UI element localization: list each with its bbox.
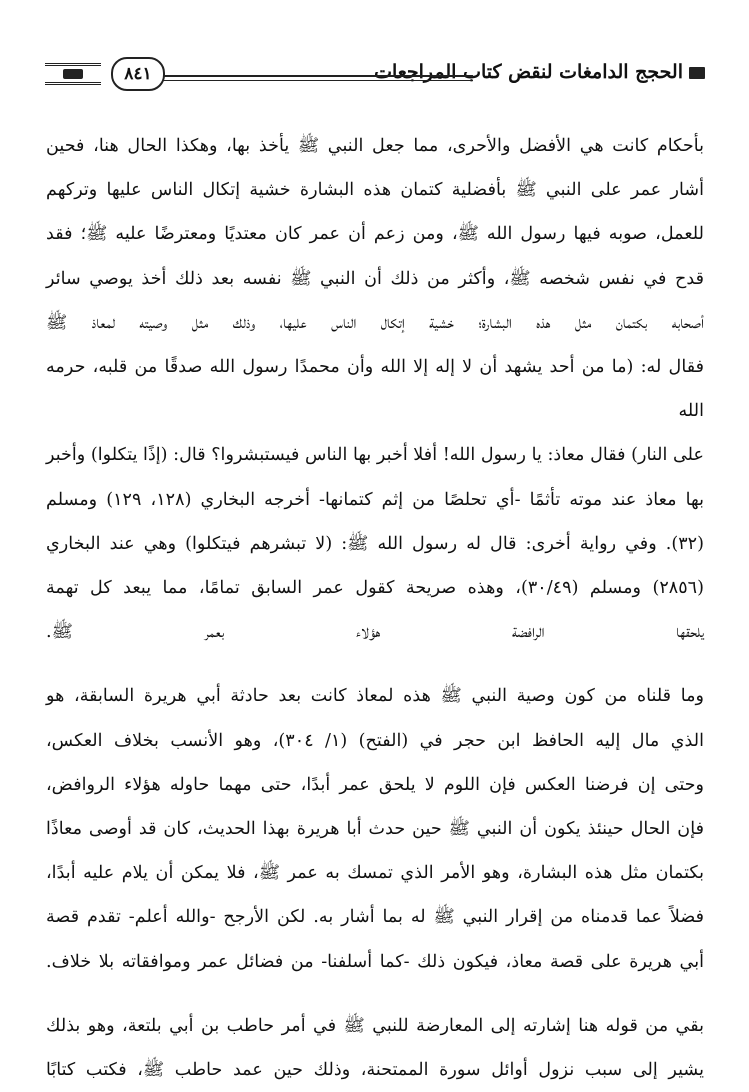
- page-header: [45, 55, 705, 95]
- text-line: فقال له: (ما من أحد يشهد أن لا إله إلا الله وأن محمدًا رسول الله صدقًا من قلبه، حرمه الله: [46, 357, 704, 422]
- header-ornament-icon: [689, 67, 705, 79]
- header-end-ornament-icon: [45, 63, 101, 85]
- header-rule: [163, 75, 473, 77]
- text-line: يشير إلى سبب نزول أوائل سورة الممتحنة، وذلك حين عمد حاطب ﷺ، فكتب كتابًا: [46, 1060, 704, 1081]
- running-title-text: الحجج الدامغات لنقض كتاب المراجعات: [374, 61, 683, 83]
- paragraph-1: [46, 124, 704, 654]
- paragraph-3: [46, 1004, 704, 1092]
- text-line: بكتمان مثل هذه البشارة، وهو الأمر الذي تمسك به عمر ﷺ، فلا يمكن أن يلام عليه أبدًا،: [46, 863, 704, 884]
- text-line: وما قلناه من كون وصية النبي ﷺ هذه لمعاذ كانت بعد حادثة أبي هريرة السابقة، هو: [46, 686, 704, 707]
- text-line: بقي من قوله هنا إشارته إلى المعارضة للنبي ﷺ في أمر حاطب بن أبي بلتعة، وهو بذلك: [46, 1015, 704, 1036]
- text-line: وحتى إن فرضنا العكس فإن اللوم لا يلحق عمر أبدًا، حتى مهما حاوله هؤلاء الروافض،: [46, 774, 704, 795]
- text-line: أشار عمر على النبي ﷺ بأفضلية كتمان هذه البشارة خشية إتكال الناس عليها وتركهم: [46, 180, 704, 201]
- text-line: فضلاً عما قدمناه من إقرار النبي ﷺ له بما أشار به. لكن الأرجح -والله أعلم- تقدم قصة: [46, 907, 704, 928]
- body-text: [46, 124, 704, 1092]
- text-line: أصحابه بكتمان مثل هذه البشارة؛ خشية إتكال الناس عليها، وذلك مثل وصيته لمعاذ ﷺ: [46, 312, 704, 333]
- paragraph-2: [46, 674, 704, 983]
- text-line: يلحقها الرافضة هؤلاء بعمر ﷺ.: [46, 622, 704, 643]
- text-line: بها معاذ عند موته تأثمًا -أي تحلصًا من إثم كتمانها- أخرجه البخاري (١٢٨، ١٢٩) ومسلم: [46, 489, 704, 510]
- text-line: فإن الحال حينئذ يكون أن النبي ﷺ حين حدث أبا هريرة بهذا الحديث، كان قد أوصى معاذًا: [46, 819, 704, 840]
- text-line: الذي مال إليه الحافظ ابن حجر في (الفتح) (١/ ٣٠٤)، وهو الأنسب بخلاف العكس،: [46, 730, 704, 751]
- text-line: على النار) فقال معاذ: يا رسول الله! أفلا أخبر بها الناس فيستبشروا؟ قال: (إذًا يتكلوا) وأخبر: [46, 445, 704, 466]
- text-line: (٢٨٥٦) ومسلم (٣٠/٤٩)، وهذه صريحة كقول عمر السابق تمامًا، مما يبعد كل تهمة: [46, 578, 705, 599]
- text-line: (٣٢). وفي رواية أخرى: قال له رسول الله ﷺ: (لا تبشرهم فيتكلوا) وهي عند البخاري: [46, 533, 704, 554]
- page-number: ٨٤١: [111, 57, 165, 91]
- text-line: بأحكام كانت هي الأفضل والأحرى، مما جعل النبي ﷺ يأخذ بها، وهكذا الحال هنا، فحين: [46, 136, 704, 156]
- text-line: أبي هريرة على قصة معاذ، فيكون ذلك -كما أسلفنا- من فضائل عمر وموافقاته بلا خلاف.: [46, 951, 704, 972]
- text-line: قدح في نفس شخصه ﷺ، وأكثر من ذلك أن النبي ﷺ نفسه بعد ذلك أخذ يوصي سائر: [46, 268, 704, 289]
- text-line: للعمل، صوبه فيها رسول الله ﷺ، ومن زعم أن عمر كان معتديًا ومعترضًا عليه ﷺ؛ فقد: [46, 224, 704, 245]
